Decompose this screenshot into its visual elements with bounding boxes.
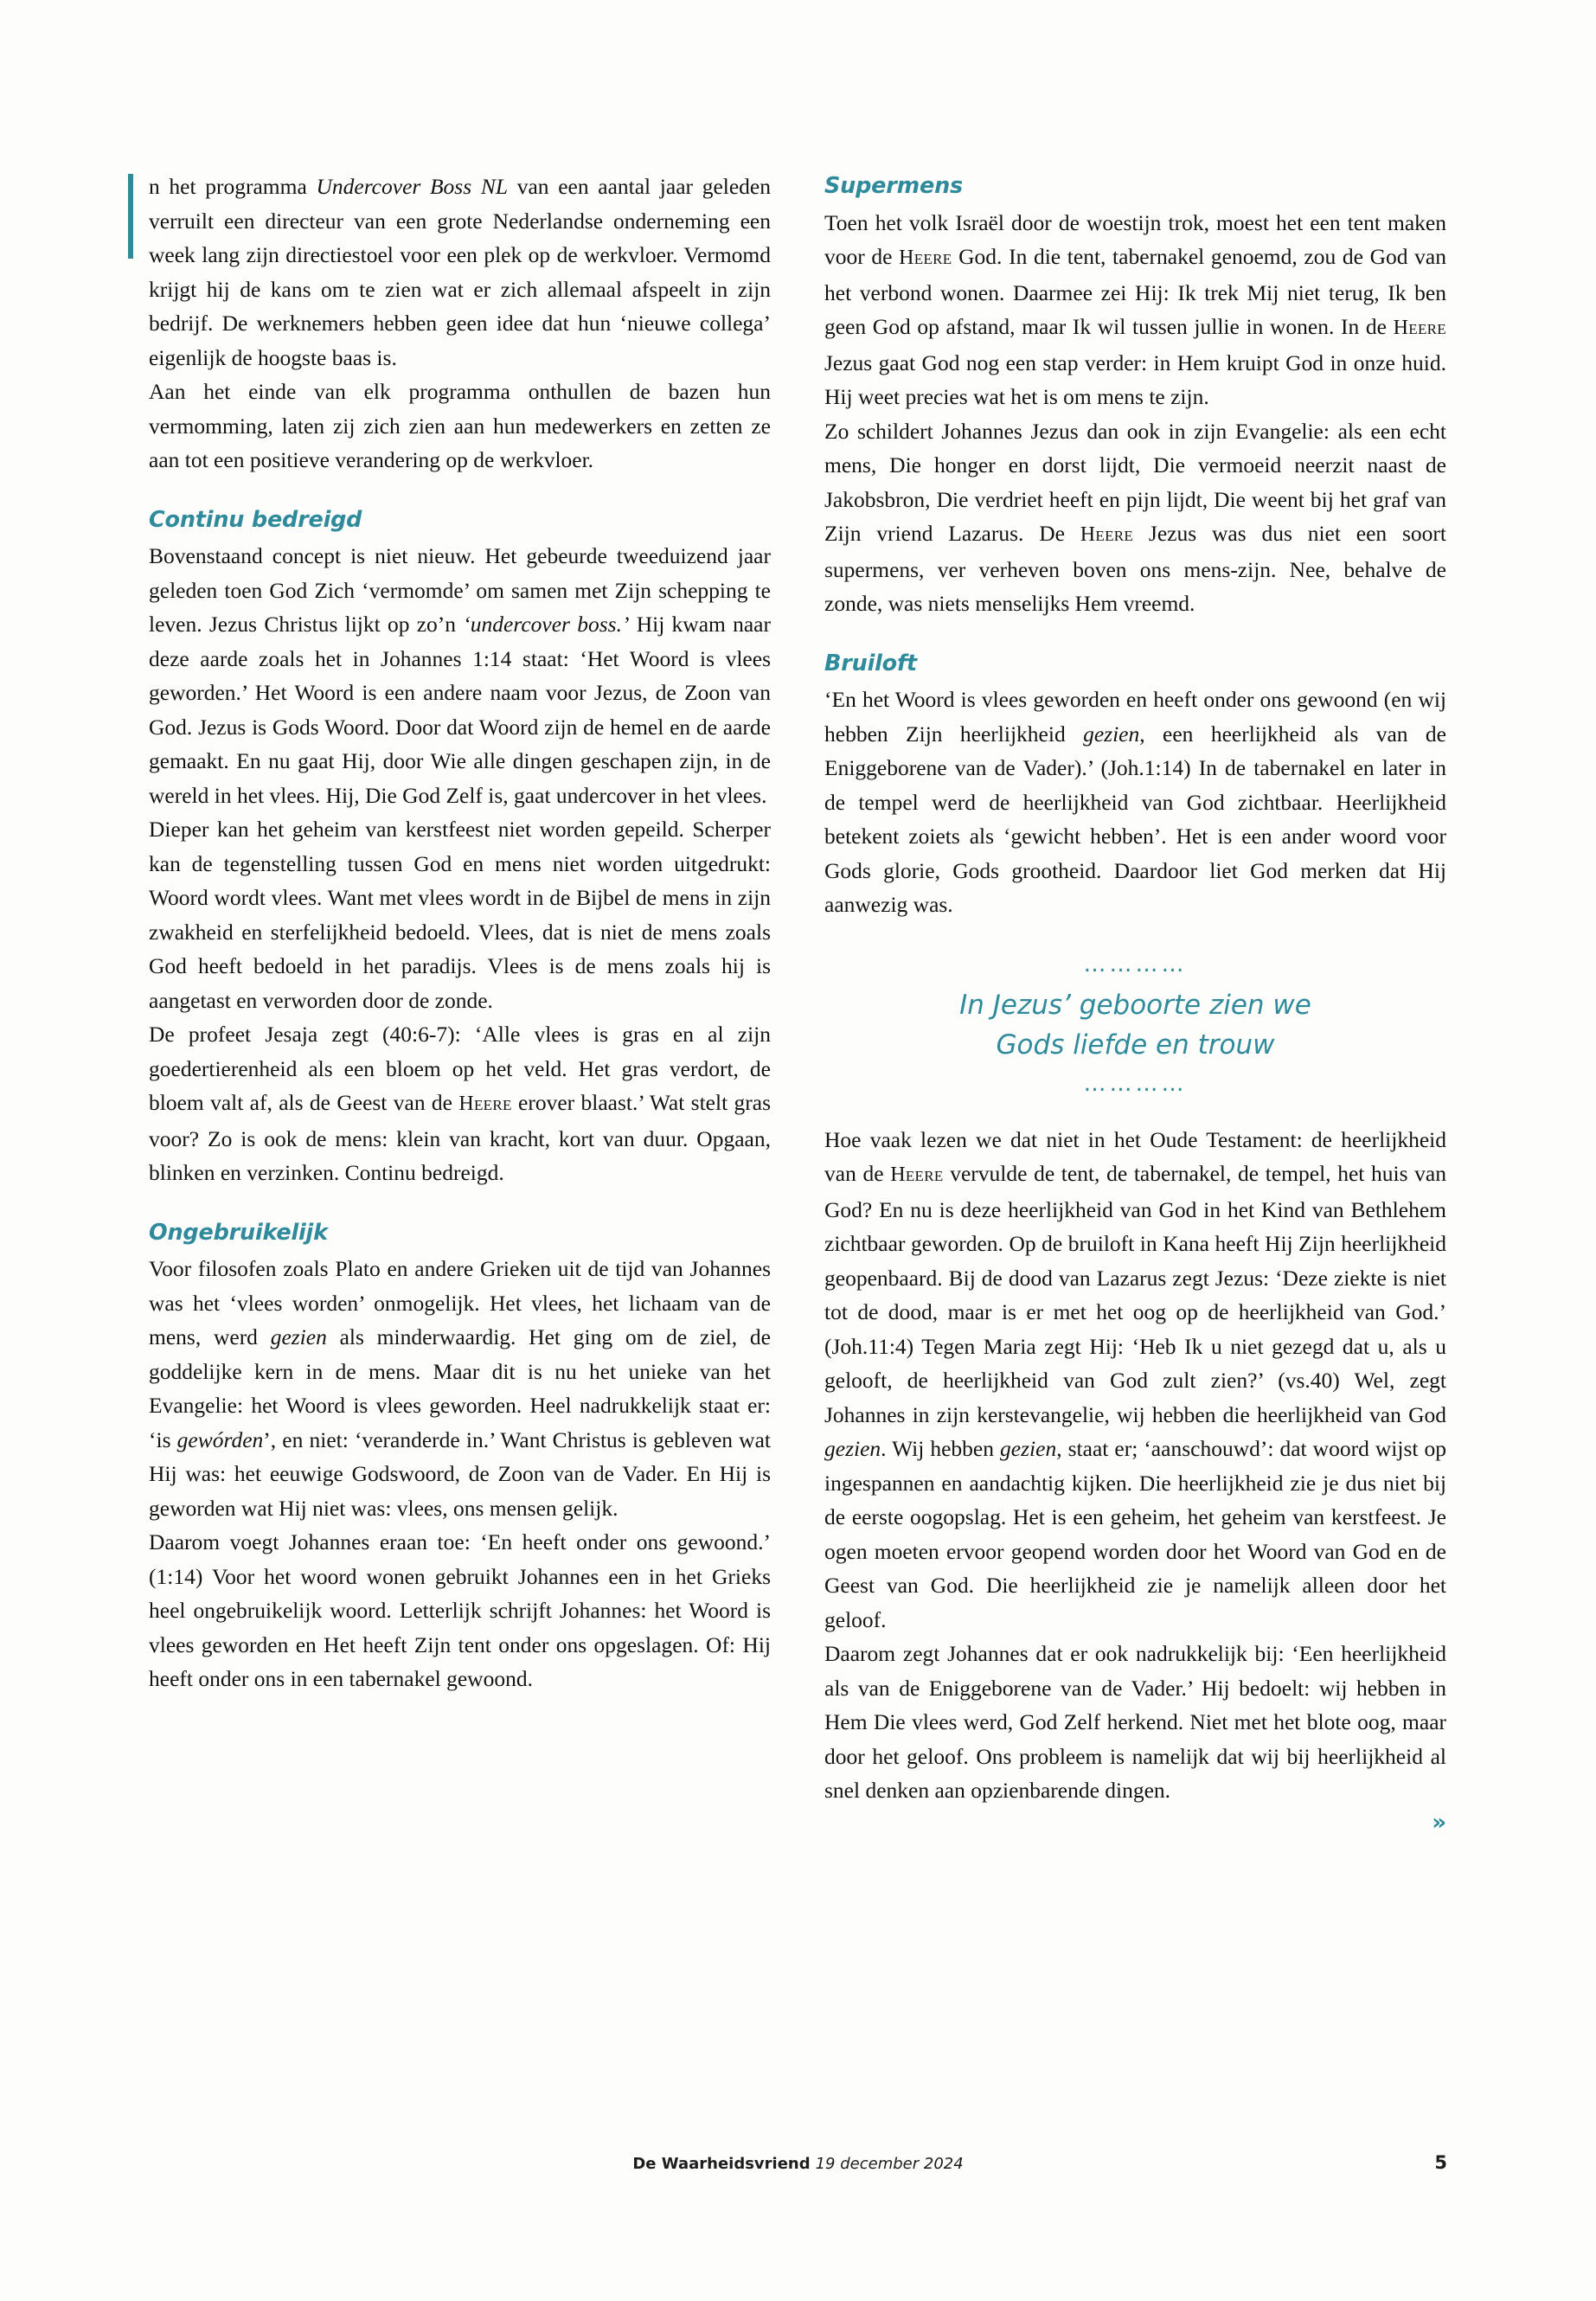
intro-paragraph-text: n het programma Undercover Boss NL van een aantal jaar geleden verruilt een directeur van een grote Nederlandse onderneming een week lang zijn directiestoel voor een plek op de werkvloer. Vermomd krijgt hij de kans om te zien wat er zich allemaal afspeelt in zijn bedrijf. De werknemers hebben geen idee dat hun ‘nieuwe collega’ eigenlijk de hoogste baas is. <box>149 174 771 370</box>
footer-date: 19 december 2024 <box>815 2155 964 2173</box>
paragraph-ongebruikelijk-2: Daarom voegt Johannes eraan toe: ‘En heeft onder ons gewoond.’ (1:14) Voor het woord wonen gebruikt Johannes een in het Grieks heel ongebruikelijk woord. Letterlijk schrijft Johannes: het Woord is vlees geworden en Het heeft Zijn tent onder ons opgeslagen. Of: Hij heeft onder ons in een tabernakel gewoond. <box>149 1529 771 1691</box>
left-column <box>149 170 771 1696</box>
drop-cap-bar <box>128 174 133 259</box>
intro-paragraph-2: Aan het einde van elk programma onthullen de bazen hun vermomming, laten zij zich zien aan hun medewerkers en zetten ze aan tot een positieve verandering op de werkvloer. <box>149 379 771 472</box>
footer-brand: De Waarheidsvriend <box>632 2155 811 2173</box>
article-columns <box>149 170 1446 1836</box>
pull-quote-dots-bottom: ………… <box>1083 1070 1188 1097</box>
paragraph-supermens-2: Zo schildert Johannes Jezus dan ook in zijn Evangelie: als een echt mens, Die honger en dorst lijdt, Die vermoeid neerzit naast de Jakobsbron, Die verdriet heeft en pijn lijdt, Die weent bij het graf van Zijn vriend Lazarus. De Heere Jezus was dus niet een soort supermens, ver verheven boven ons mens-zijn. Nee, behalve de zonde, was niets menselijks Hem vreemd. <box>824 418 1446 616</box>
footer-imprint <box>632 2155 963 2173</box>
paragraph-continu-bedreigd-3: De profeet Jesaja zegt (40:6-7): ‘Alle vlees is gras en al zijn goedertierenheid als een bloem op het veld. Het gras verdort, de bloem valt af, als de Geest van de Heere erover blaast.’ Wat stelt gras voor? Zo is ook de mens: klein van kracht, kort van duur. Opgaan, blinken en verzinken. Continu bedreigd. <box>149 1022 771 1185</box>
page-footer <box>149 2152 1447 2173</box>
intro-paragraph <box>149 170 771 375</box>
section-heading-supermens: Supermens <box>824 173 964 199</box>
section-heading-ongebruikelijk: Ongebruikelijk <box>149 1219 328 1246</box>
pull-quote <box>824 952 1446 1097</box>
page-number: 5 <box>1434 2152 1447 2173</box>
paragraph-ongebruikelijk-1: Voor filosofen zoals Plato en andere Grieken uit de tijd van Johannes was het ‘vlees worden’ onmogelijk. Het vlees, het lichaam van de mens, werd gezien als minderwaardig. Het ging om de ziel, de goddelijke kern in de mens. Maar dit is nu het unieke van het Evangelie: het Woord is vlees geworden. Heel nadrukkelijk staat er: ‘is gewórden’, en niet: ‘veranderde in.’ Want Christus is gebleven wat Hij was: het eeuwige Godswoord, de Zoon van de Vader. En Hij is geworden wat Hij niet was: vlees, ons mensen gelijk. <box>149 1256 772 1521</box>
paragraph-bruiloft-2: Hoe vaak lezen we dat niet in het Oude Testament: de heerlijkheid van de Heere vervulde de tent, de tabernakel, de tempel, het huis van God? En nu is deze heerlijkheid van God in het Kind van Bethlehem zichtbaar geworden. Op de bruiloft in Kana heeft Hij Zijn heerlijkheid geopenbaard. Bij de dood van Lazarus zegt Jezus: ‘Deze ziekte is niet tot de dood, maar is er met het oog op de heerlijkheid van God.’ (Joh.11:4) Tegen Maria zegt Hij: ‘Heb Ik u niet gezegd dat u, als u gelooft, de heerlijkheid van God zult zien?’ (vs.40) Wel, zegt Johannes in zijn kerstevangelie, wij hebben die heerlijkheid van God gezien. Wij hebben gezien, staat er; ‘aanschouwd’: dat woord wijst op ingespannen en aandachtig kijken. Die heerlijkheid zie je dus niet bij de eerste oogopslag. Het is een geheim, het geheim van kerstfeest. Je ogen moeten ervoor geopend worden door het Woord van God en de Geest van God. Die heerlijkheid zie je namelijk alleen door het geloof. <box>824 1126 1446 1632</box>
section-heading-continu-bedreigd: Continu bedreigd <box>149 506 362 533</box>
pull-quote-line-2: Gods liefde en trouw <box>996 1029 1275 1061</box>
pull-quote-line-1: In Jezus’ geboorte zien we <box>959 989 1311 1021</box>
paragraph-supermens-1: Toen het volk Israël door de woestijn trok, moest het een tent maken voor de Heere God. In die tent, tabernakel genoemd, zou de God van het verbond wonen. Daarmee zei Hij: Ik trek Mij niet terug, Ik ben geen God op afstand, maar Ik wil tussen jullie in wonen. In de Heere Jezus gaat God nog een stap verder: in Hem kruipt God in onze huid. Hij weet precies wat het is om mens te zijn. <box>824 209 1447 409</box>
paragraph-bruiloft-1: ‘En het Woord is vlees geworden en heeft onder ons gewoond (en wij hebben Zijn heerlijkheid gezien, een heerlijkheid als van de Eniggeborene van de Vader).’ (Joh.1:14) In de tabernakel en later in de tempel werd de heerlijkheid van God zichtbaar. Heerlijkheid betekent zoiets als ‘gewicht hebben’. Het is een ander woord voor Gods glorie, Gods grootheid. Daardoor liet God merken dat Hij aanwezig was. <box>824 687 1446 917</box>
continue-marker: » <box>1432 1809 1446 1836</box>
right-column <box>824 170 1446 1836</box>
paragraph-continu-bedreigd-1: Bovenstaand concept is niet nieuw. Het gebeurde tweeduizend jaar geleden toen God Zich ‘vermomde’ om samen met Zijn schepping te leven. Jezus Christus lijkt op zo’n ‘undercover boss.’ Hij kwam naar deze aarde zoals het in Johannes 1:14 staat: ‘Het Woord is vlees geworden.’ Het Woord is een andere naam voor Jezus, de Zoon van God. Jezus is Gods Woord. Door dat Woord zijn de hemel en de aarde gemaakt. En nu gaat Hij, door Wie alle dingen geschapen zijn, in de wereld in het vlees. Hij, Die God Zelf is, gaat undercover in het vlees. <box>149 543 771 808</box>
pull-quote-dots-top: ………… <box>1083 951 1188 977</box>
paragraph-continu-bedreigd-2: Dieper kan het geheim van kerstfeest niet worden gepeild. Scherper kan de tegenstelling tussen God en mens niet worden uitgedrukt: Woord wordt vlees. Want met vlees wordt in de Bijbel de mens in zijn zwakheid en sterfelijkheid bedoeld. Vlees, dat is niet de mens zoals God heeft bedoeld in het paradijs. Vlees is de mens zoals hij is aangetast en verworden door de zonde. <box>149 817 771 1013</box>
section-heading-bruiloft: Bruiloft <box>824 650 917 676</box>
paragraph-bruiloft-3: Daarom zegt Johannes dat er ook nadrukkelijk bij: ‘Een heerlijkheid als van de Eniggeborene van de Vader.’ Hij bedoelt: wij hebben in Hem Die vlees werd, God Zelf herkend. Niet met het blote oog, maar door het geloof. Ons probleem is namelijk dat wij bij heerlijkheid al snel denken aan opzienbarende dingen. <box>824 1641 1446 1803</box>
